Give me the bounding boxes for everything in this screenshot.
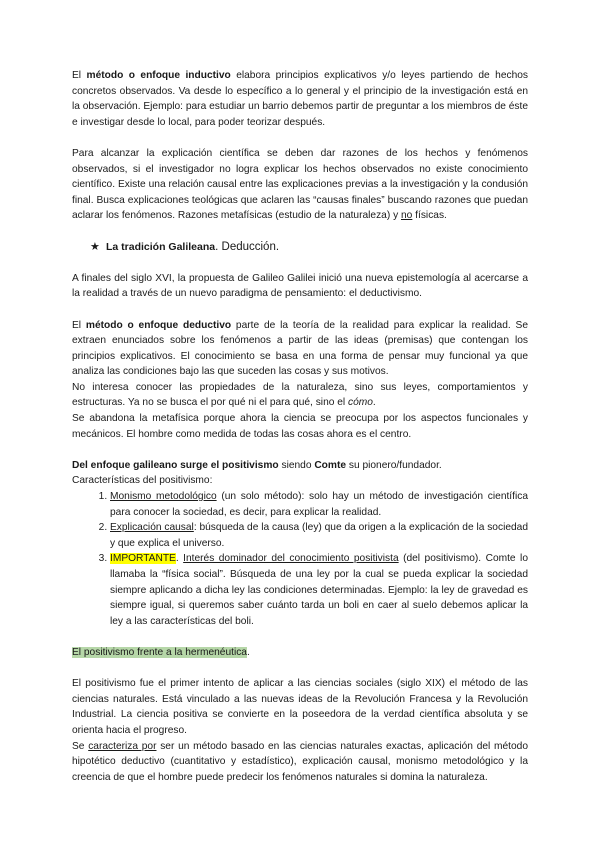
text: . [175,553,184,565]
text: elabora principios explicativos y/o leyes partiendo de hechos concretos observados. Va desde lo específico a lo general y el principio de la investigación está en la observación. Ejemplo: para estudiar un barrio debemos partir de preguntar a los miembros de éste e investigar desde lo local, para poder teorizar después. [72,70,529,128]
bold-name: Comte [314,459,347,471]
text: siendo [278,459,315,471]
list-item [110,489,528,520]
underlined-term: Monismo metodológico [110,491,217,503]
paragraph-deductive-method [72,318,528,380]
positivism-characteristics-list [72,489,528,629]
underlined-word: no [401,210,413,222]
text: (un solo método): solo hay un método de investigación científica para conocer la sociedad, es decir, para explicar la realidad. [110,491,528,518]
paragraph-inductive-method [72,68,528,130]
text: El [72,319,86,331]
star-bullet-icon: ★ [90,240,100,253]
text: parte de la teoría de la realidad para explicar la realidad. Se extraen enunciados sobre los fenómenos a partir de las ideas (premisas) que contengan los principios explicativos. El conocimiento se basa en una forma de pensar muy funcional ya que analiza las condiciones bajo las que suceden las cosas y sus motivos. [72,319,529,378]
list-item [110,551,528,629]
text: . [372,397,376,409]
underlined-term: Explicación causal [110,522,194,534]
italic-word: cómo [348,397,373,409]
text: : búsqueda de la causa (ley) que da origen a la explicación de la sociedad y que explica el universo. [110,522,528,549]
text: No interesa conocer las propiedades de la naturaleza, sino sus leyes, comportamientos y estructuras. Ya no se busca el por qué ni el para qué, sino el [72,381,528,409]
paragraph-galileo: A finales del siglo XVI, la propuesta de Galileo Galilei inició una nueva epistemología al acercarse a la realidad a través de un nuevo paradigma de pensamiento: el deductivismo. [72,272,528,300]
text: (del positivismo). Comte lo llamaba la “física social”. Búsqueda de una ley por la cual se pueda explicar la sociedad siempre aplicando a dicha ley las condiciones determinadas. Ejemplo: la ley de gravedad es siempre igual, si queremos saber cuánto tarda un boli en caer al suelo debemos aplicar la ley a las características del boli. [110,553,528,627]
heading-rest: . Deducción. [215,240,280,253]
text: . [246,646,250,658]
bullet-galilean-tradition [90,240,528,256]
text: Se [72,740,89,752]
paragraph-positivism-history: El positivismo fue el primer intento de aplicar a las ciencias sociales (siglo XIX) el método de las ciencias naturales. Está vinculado a las nuevas ideas de la Revolución Francesa y la Revolución Industrial. La ciencia positiva se convierte en la poseedora de la verdad científica absoluta y se orienta hacia el progreso. [72,678,528,736]
text: su pionero/fundador. [346,459,442,471]
section-heading [106,240,279,256]
list-item [110,520,528,551]
underlined-term: Interés dominador del conocimiento positivista [183,553,399,565]
bold-term: método o enfoque deductivo [85,319,232,331]
section-heading-hermeneutics [72,645,528,661]
document-page [72,68,528,785]
text: ser un método basado en las ciencias naturales exactas, aplicación del método hipotético deductivo (cuantitativo y estadístico), explicación causal, monismo metodológico y la creencia de que el hombre puede predecir los fenómenos naturales si domina la naturaleza. [72,740,528,783]
paragraph-metaphysics: Se abandona la metafísica porque ahora la ciencia se preocupa por los aspectos funcionales y mecánicos. El hombre como medida de todas las cosas ahora es el centro. [72,413,528,440]
heading-bold: La tradición Galileana [106,240,216,253]
paragraph-nature-laws [72,380,528,411]
highlight-important: IMPORTANTE [110,553,176,565]
bold-term: Del enfoque galileano surge el positivismo [72,459,279,471]
bold-term: método o enfoque inductivo [86,70,231,81]
paragraph-positivism-traits [72,739,528,786]
paragraph-positivism-origin [72,458,528,474]
highlighted-heading: El positivismo frente a la hermenéutica [72,646,247,658]
underlined-term: caracteriza por [88,740,157,752]
paragraph-scientific-explanation [72,146,528,224]
text: físicas. [412,210,447,222]
text: Para alcanzar la explicación científica se deben dar razones de los hechos y fenómenos observados, si el investigador no logra explicar los hechos observados no existe conocimiento científico. Existe una relación causal entre las explicaciones previas a la investigación y la condusión final. Busca explicaciones teológicas que aclaren las “causas finales” buscando razones que puedan aclarar los fenómenos. Razones metafísicas (estudio de la naturaleza) y [72,147,528,222]
characteristics-label: Características del positivismo: [72,475,213,487]
text: El [72,70,87,81]
